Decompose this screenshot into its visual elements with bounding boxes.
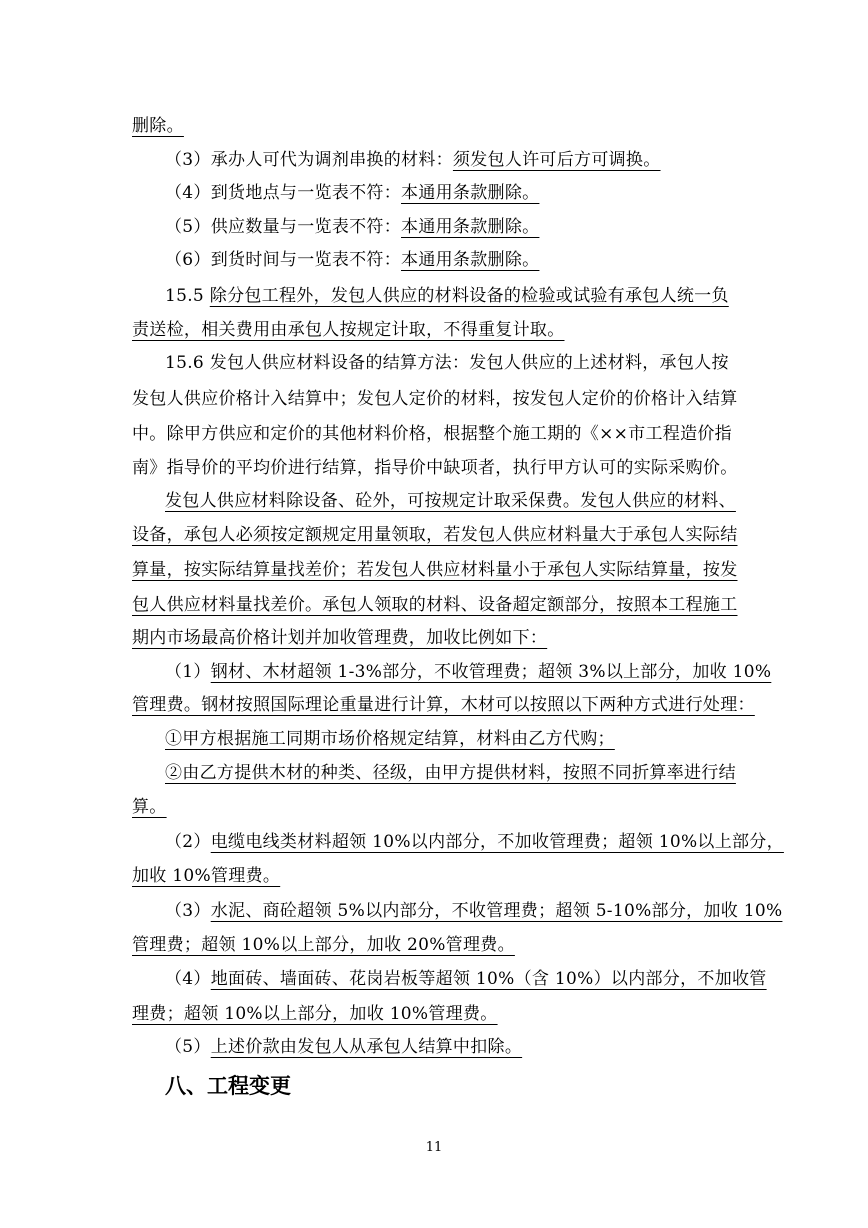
text-plain: （1） (165, 662, 211, 682)
text-line (165, 150, 785, 170)
text-plain: （3） (165, 901, 211, 921)
text-plain: 中。除甲方供应和定价的其他材料价格，根据整个施工期的《××市工程造价指 (132, 424, 732, 444)
text-underlined: 管理费；超领 10%以上部分，加收 20%管理费。 (132, 935, 515, 955)
text-line (165, 217, 785, 237)
text-underlined: 管理费。钢材按照国际理论重量进行计算，木材可以按照以下两种方式进行处理： (132, 695, 755, 715)
text-line (132, 424, 752, 444)
text-line (132, 1004, 752, 1024)
text-underlined: 本通用条款删除。 (401, 217, 540, 237)
text-plain: 15.5 (165, 286, 210, 306)
text-line (132, 560, 752, 580)
text-line (132, 866, 752, 886)
text-plain: （5） (165, 1037, 211, 1057)
text-underlined: 加收 10%管理费。 (132, 866, 281, 886)
text-line (132, 595, 752, 615)
text-line (132, 797, 752, 817)
text-underlined: 须发包人许可后方可调换。 (452, 150, 661, 170)
text-line (132, 628, 752, 648)
text-plain: （4） (165, 969, 211, 989)
text-underlined: 理费；超领 10%以上部分，加收 10%管理费。 (132, 1004, 498, 1024)
text-line (165, 901, 785, 921)
text-underlined: 删除。 (132, 116, 184, 136)
text-underlined: 期内市场最高价格计划并加收管理费，加收比例如下： (132, 628, 548, 648)
text-line (132, 116, 752, 136)
text-line (165, 491, 785, 511)
text-underlined: 算。 (132, 797, 167, 817)
text-line (165, 286, 785, 306)
text-plain: （6）到货时间与一览表不符： (165, 250, 402, 270)
text-line (132, 458, 752, 478)
text-plain: （2） (165, 832, 211, 852)
text-plain: （5）供应数量与一览表不符： (165, 217, 402, 237)
text-underlined: 本通用条款删除。 (401, 250, 540, 270)
text-line (165, 763, 785, 783)
text-line (165, 729, 785, 749)
text-underlined: 除分包工程外，发包人供应的材料设备的检验或试验有承包人统一负 (209, 286, 729, 306)
text-plain: （4）到货地点与一览表不符： (165, 183, 402, 203)
text-line (132, 525, 752, 545)
page-number: 11 (425, 1140, 443, 1155)
text-underlined: 设备，承包人必须按定额规定用量领取，若发包人供应材料量大于承包人实际结 (132, 525, 738, 545)
text-plain: 南》指导价的平均价进行结算，指导价中缺项者，执行甲方认可的实际采购价。 (132, 458, 738, 478)
text-underlined: 电缆电线类材料超领 10%以内部分，不加收管理费；超领 10%以上部分， (210, 832, 784, 852)
text-underlined: 钢材、木材超领 1-3%部分，不收管理费；超领 3%以上部分，加收 10% (210, 662, 772, 682)
text-underlined: 水泥、商砼超领 5%以内部分，不收管理费；超领 5-10%部分，加收 10% (210, 901, 783, 921)
text-underlined: 地面砖、墙面砖、花岗岩板等超领 10%（含 10%）以内部分，不加收管 (210, 969, 767, 989)
section-heading: 八、工程变更 (165, 1074, 291, 1098)
text-plain: 发包人供应价格计入结算中；发包人定价的材料，按发包人定价的价格计入结算 (132, 389, 738, 409)
text-underlined: 包人供应材料量找差价。承包人领取的材料、设备超定额部分，按照本工程施工 (132, 595, 738, 615)
text-line (165, 832, 785, 852)
text-underlined: 本通用条款删除。 (401, 183, 540, 203)
text-line (132, 695, 755, 715)
text-underlined: ①甲方根据施工同期市场价格规定结算，材料由乙方代购； (165, 729, 615, 749)
text-underlined: 上述价款由发包人从承包人结算中扣除。 (210, 1037, 523, 1057)
text-line (165, 1037, 785, 1057)
text-line (132, 389, 752, 409)
text-line (165, 183, 785, 203)
text-underlined: ②由乙方提供木材的种类、径级，由甲方提供材料，按照不同折算率进行结 (165, 763, 736, 783)
text-line (165, 969, 785, 989)
text-line (165, 662, 785, 682)
text-plain: 15.6 发包人供应材料设备的结算方法：发包人供应的上述材料，承包人按 (165, 353, 729, 373)
text-line (132, 935, 752, 955)
text-underlined: 算量，按实际结算量找差价；若发包人供应材料量小于承包人实际结算量，按发 (132, 560, 738, 580)
text-plain: （3）承办人可代为调剂串换的材料： (165, 150, 453, 170)
text-line (132, 320, 752, 340)
text-underlined: 责送检，相关费用由承包人按规定计取，不得重复计取。 (132, 320, 565, 340)
text-line (165, 353, 785, 373)
text-line (165, 250, 785, 270)
text-underlined: 发包人供应材料除设备、砼外，可按规定计取采保费。发包人供应的材料、 (165, 491, 736, 511)
